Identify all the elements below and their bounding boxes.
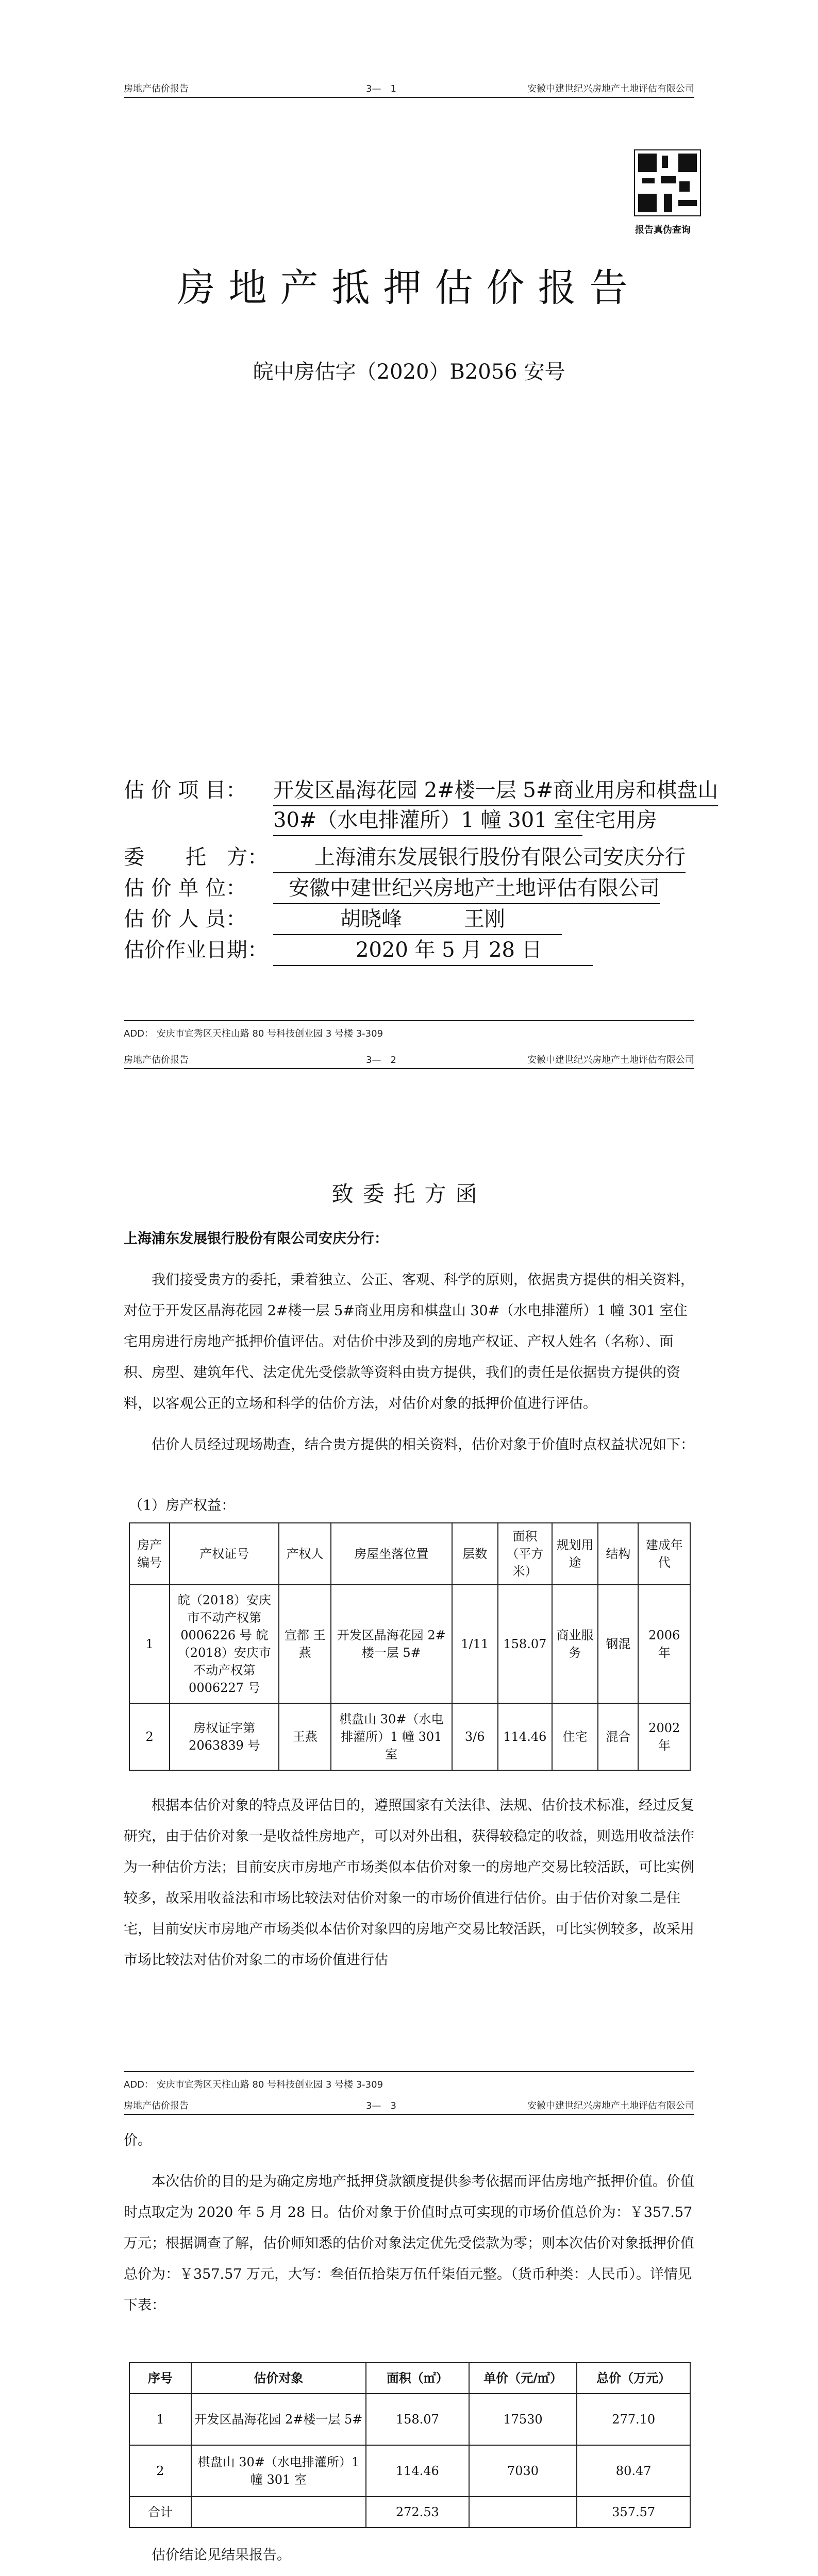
table-cell: 1 [129, 1585, 170, 1703]
table-cell: 1 [129, 2394, 191, 2445]
table-cell: 棋盘山 30#（水电排灌所）1 幢 301 室 [191, 2445, 366, 2497]
table-row-total [129, 2497, 690, 2528]
table-cell: 合计 [129, 2497, 191, 2528]
col-header: 估价对象 [191, 2363, 366, 2394]
table-cell: 棋盘山 30#（水电排灌所）1 幢 301 室 [331, 1703, 452, 1770]
field-value-client: 上海浦东发展银行股份有限公司安庆分行 [273, 842, 686, 873]
col-header: 面积（㎡） [366, 2363, 469, 2394]
page-footer: ADD： 安庆市宜秀区天柱山路 80 号科技创业园 3 号楼 3-309 [124, 2071, 694, 2091]
table-cell: 114.46 [498, 1703, 552, 1770]
field-label-project: 估 价 项 目： [124, 778, 247, 802]
table-cell: 158.07 [498, 1585, 552, 1703]
closing-text: 估价结论见结果报告。 [152, 2547, 291, 2563]
table-row [129, 2394, 690, 2445]
table-cell: 1/11 [452, 1585, 498, 1703]
field-value-appraiser-org: 安徽中建世纪兴房地产土地评估有限公司 [273, 873, 660, 904]
field-label-appraisers: 估 价 人 员： [124, 907, 247, 931]
header-left: 房地产估价报告 [124, 2100, 189, 2111]
table-cell: 2006 年 [638, 1585, 690, 1703]
header-left: 房地产估价报告 [124, 83, 189, 94]
letter-body-3 [124, 1790, 696, 1976]
cover-info [124, 775, 719, 971]
table-cell: 2 [129, 2445, 191, 2497]
rights-table-header [129, 1523, 690, 1585]
col-header: 房屋坐落位置 [331, 1523, 452, 1585]
header-page: 3— 2 [366, 1055, 396, 1065]
table-cell: 114.46 [366, 2445, 469, 2497]
col-header: 产权证号 [170, 1523, 279, 1585]
letter-para-1: 我们接受贵方的委托，秉着独立、公正、客观、科学的原则，依据贵方提供的相关资料，对位于开发区晶海花园 2#楼一层 5#商业用房和棋盘山 30#（水电排灌所）1 幢 301 室住宅用房进行房地产抵押价值评估。对估价中涉及到的房地产权证、产权人姓名（名称）、面积、房型、建筑年代、法定优先受偿款等资料由贵方提供，我们的责任是依据贵方提供的资料，以客观公正的立场和科学的估价方法，对估价对象的抵押价值进行评估。 [124, 1272, 694, 1412]
col-header: 结构 [598, 1523, 638, 1585]
summary-table-header [129, 2363, 690, 2394]
page-footer: ADD： 安庆市宜秀区天柱山路 80 号科技创业园 3 号楼 3-309 [124, 1020, 694, 1040]
header-right: 安徽中建世纪兴房地产土地评估有限公司 [527, 2100, 694, 2111]
col-header: 建成年代 [638, 1523, 690, 1585]
page-3 [0, 2094, 818, 2576]
col-header: 序号 [129, 2363, 191, 2394]
letter-addressee: 上海浦东发展银行股份有限公司安庆分行： [124, 1231, 388, 1247]
table-cell: 2002 年 [638, 1703, 690, 1770]
header-left: 房地产估价报告 [124, 1055, 189, 1065]
table-cell: 住宅 [552, 1703, 598, 1770]
table-cell: 混合 [598, 1703, 638, 1770]
field-label-appraiser-org: 估 价 单 位： [124, 876, 247, 900]
table-row [129, 2445, 690, 2497]
letter-para-3: 根据本估价对象的特点及评估目的，遵照国家有关法律、法规、估价技术标准，经过反复研究，由于估价对象一是收益性房地产，可以对外出租，获得较稳定的收益，则选用收益法作为一种估价方法；目前安庆市房地产市场类似本估价对象一的房地产交易比较活跃，可比实例较多，故采用收益法和市场比较法对估价对象一的市场价值进行估价。由于估价对象二是住宅，目前安庆市房地产市场类似本估价对象四的房地产交易比较活跃，可比实例较多，故采用市场比较法对估价对象二的市场价值进行估 [124, 1798, 694, 1968]
table-cell: 3/6 [452, 1703, 498, 1770]
report-number: 皖中房估字（2020）B2056 安号 [253, 360, 565, 384]
header-right: 安徽中建世纪兴房地产土地评估有限公司 [527, 83, 694, 94]
table-row [129, 1703, 690, 1770]
table-cell: 钢混 [598, 1585, 638, 1703]
header-right: 安徽中建世纪兴房地产土地评估有限公司 [527, 1055, 694, 1065]
col-header: 层数 [452, 1523, 498, 1585]
letter-closing [124, 2540, 696, 2571]
table-cell: 17530 [469, 2394, 577, 2445]
field-label-client: 委 托 方： [124, 845, 268, 869]
summary-table [129, 2362, 691, 2528]
table-cell [191, 2497, 366, 2528]
col-header: 产权人 [279, 1523, 331, 1585]
col-header: 单价（元/㎡） [469, 2363, 577, 2394]
col-header: 规划用途 [552, 1523, 598, 1585]
table-cell: 开发区晶海花园 2#楼一层 5# [331, 1585, 452, 1703]
field-value-project: 开发区晶海花园 2#楼一层 5#商业用房和棋盘山 [273, 775, 718, 806]
table-cell: 2 [129, 1703, 170, 1770]
table-cell: 商业服务 [552, 1585, 598, 1703]
page-2 [0, 1048, 818, 2094]
col-header: 总价（万元） [577, 2363, 690, 2394]
page-header [124, 1048, 694, 1069]
table-cell: 357.57 [577, 2497, 690, 2528]
letter-body-2 [124, 1430, 696, 1461]
field-value-project-cont: 30#（水电排灌所）1 幢 301 室住宅用房 [273, 805, 582, 836]
table-cell: 房权证字第 2063839 号 [170, 1703, 279, 1770]
table-cell: 宣都 王燕 [279, 1585, 331, 1703]
table-cell: 皖（2018）安庆市不动产权第 0006226 号 皖（2018）安庆市不动产权第 0006227 号 [170, 1585, 279, 1703]
letter-para-2: 估价人员经过现场勘查，结合贵方提供的相关资料，估价对象于价值时点权益状况如下： [152, 1437, 694, 1453]
header-page: 3— 1 [366, 83, 396, 94]
header-page: 3— 3 [366, 2100, 396, 2111]
table-cell: 7030 [469, 2445, 577, 2497]
page-1 [0, 0, 818, 1048]
field-value-date: 2020 年 5 月 28 日 [273, 935, 593, 966]
col-header: 面积（平方米） [498, 1523, 552, 1585]
col-header: 房产编号 [129, 1523, 170, 1585]
letter-title: 致委托方函 [331, 1181, 487, 1207]
rights-table [129, 1522, 691, 1771]
table-cell: 272.53 [366, 2497, 469, 2528]
table-cell: 开发区晶海花园 2#楼一层 5# [191, 2394, 366, 2445]
table-cell: 277.10 [577, 2394, 690, 2445]
qr-code [634, 149, 701, 216]
table-cell: 王燕 [279, 1703, 331, 1770]
letter-para-4: 本次估价的目的是为确定房地产抵押贷款额度提供参考依据而评估房地产抵押价值。价值时点取定为 2020 年 5 月 28 日。估价对象于价值时点可实现的市场价值总价为：￥357.57 万元；根据调查了解，估价师知悉的估价对象法定优先受偿款为零；则本次估价对象抵押价值总价为：￥357.57 万元，大写：叁佰伍拾柒万伍仟柒佰元整。（货币种类：人民币）。详情见下表： [124, 2174, 694, 2313]
letter-body-4 [124, 2166, 696, 2321]
letter-para-3-cont: 价。 [124, 2132, 152, 2148]
field-label-date: 估价作业日期： [124, 938, 268, 962]
letter-body-1 [124, 1265, 696, 1419]
page-header [124, 2094, 694, 2115]
report-title: 房地产抵押估价报告 [177, 266, 641, 310]
table-cell: 158.07 [366, 2394, 469, 2445]
field-value-appraisers: 胡晓峰 王刚 [273, 904, 562, 935]
table-row [129, 1585, 690, 1703]
page-header [124, 77, 694, 98]
table-cell: 80.47 [577, 2445, 690, 2497]
qr-caption: 报告真伪查询 [635, 225, 691, 235]
table-cell [469, 2497, 577, 2528]
rights-label: （1）房产权益： [129, 1498, 236, 1514]
